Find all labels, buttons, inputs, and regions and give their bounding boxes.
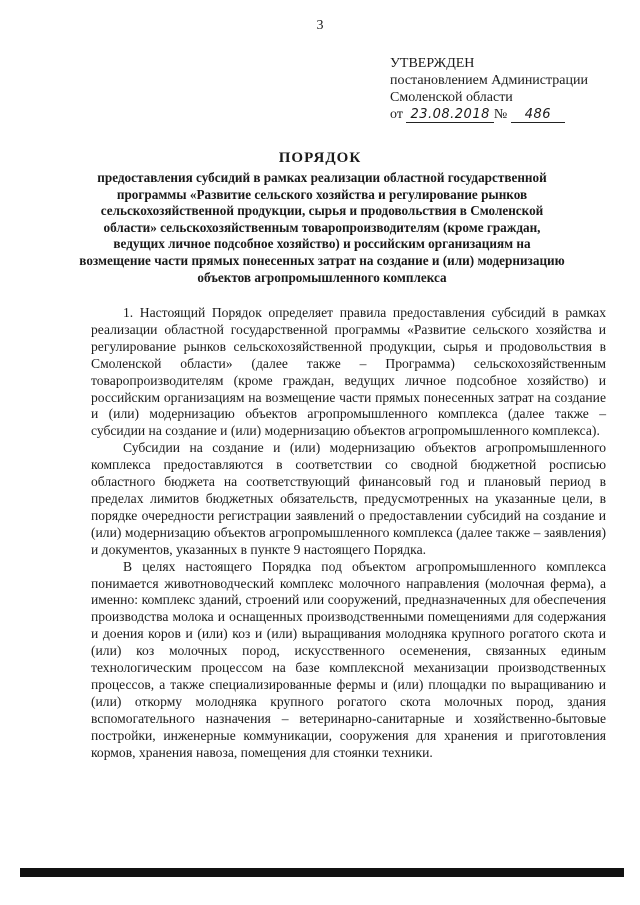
handwritten-date: 23.08.2018 [406, 107, 493, 123]
document-body [91, 305, 606, 761]
approval-line-2: Смоленской области [390, 90, 513, 105]
date-prefix: от [390, 107, 403, 122]
approval-heading: УТВЕРЖДЕН [390, 56, 475, 71]
paragraph-2: Субсидии на создание и (или) модернизацию объектов агропромышленного комплекса предоставляются в соответствии со сводной бюджетной росписью областного бюджета на соответствующий финансовый год и плановый период в пределах лимитов бюджетных обязательств, предусмотренных на указанные цели, в порядке очередности регистрации заявлений о предоставлении субсидий на создание и (или) модернизацию объектов агропромышленного комплекса (далее также – заявления) и документов, указанных в пункте 9 настоящего Порядка. [91, 440, 606, 557]
paragraph-1: 1. Настоящий Порядок определяет правила предоставления субсидий в рамках реализации областной государственной программы «Развитие сельского хозяйства и регулирование рынков сельскохозяйственной продукции, сырья и продовольствия в Смоленской области» (далее также – Программа) сельскохозяйственным товаропроизводителям (кроме граждан, ведущих личное подсобное хозяйство) и российским организациям на возмещение части прямых понесенных затрат на создание и (или) модернизацию объектов агропромышленного комплекса (далее также – субсидии на создание и (или) модернизацию объектов агропромышленного комплекса). [91, 305, 606, 439]
page-number: 3 [316, 18, 324, 33]
document-title: ПОРЯДОК [278, 150, 362, 166]
approval-block [390, 55, 630, 123]
paragraph-3: В целях настоящего Порядка под объектом агропромышленного комплекса понимается животноводческий комплекс молочного направления (молочная ферма), а именно: комплекс зданий, строений или сооружений, предназначенных для обеспечения производства молока и оснащенных производственными помещениями для содержания и доения коров и (или) коз и (или) выращивания молодняка крупного рогатого скота и (или) коз молочных пород, искусственного осеменения, связанных единым технологическим процессом на базе комплексной механизации производственных процессов, а также специализированные фермы и (или) площадки по выращиванию и (или) откорму молодняка крупного рогатого скота молочных пород, здания вспомогательного назначения – ветеринарно-санитарные и хозяйственно-бытовые постройки, инженерные коммуникации, сооружения для хранения и приготовления кормов, хранения навоза, помещения для стоянки техники. [91, 558, 606, 760]
approval-date-line [390, 106, 630, 123]
document-subtitle: предоставления субсидий в рамках реализации областной государственной программы «Развитие сельского хозяйства и регулирование рынков сельскохозяйственной продукции, сырья и продовольствия в Смоленской области» сельскохозяйственным товаропроизводителям (кроме граждан, ведущих личное подсобное хозяйство) и российским организациям на возмещение части прямых понесенных затрат на создание и (или) модернизацию объектов агропромышленного комплекса [79, 170, 565, 285]
number-prefix: № [493, 107, 508, 122]
scan-bottom-edge [20, 868, 624, 877]
approval-line-1: постановлением Администрации [390, 73, 588, 88]
handwritten-number: 486 [511, 107, 565, 123]
